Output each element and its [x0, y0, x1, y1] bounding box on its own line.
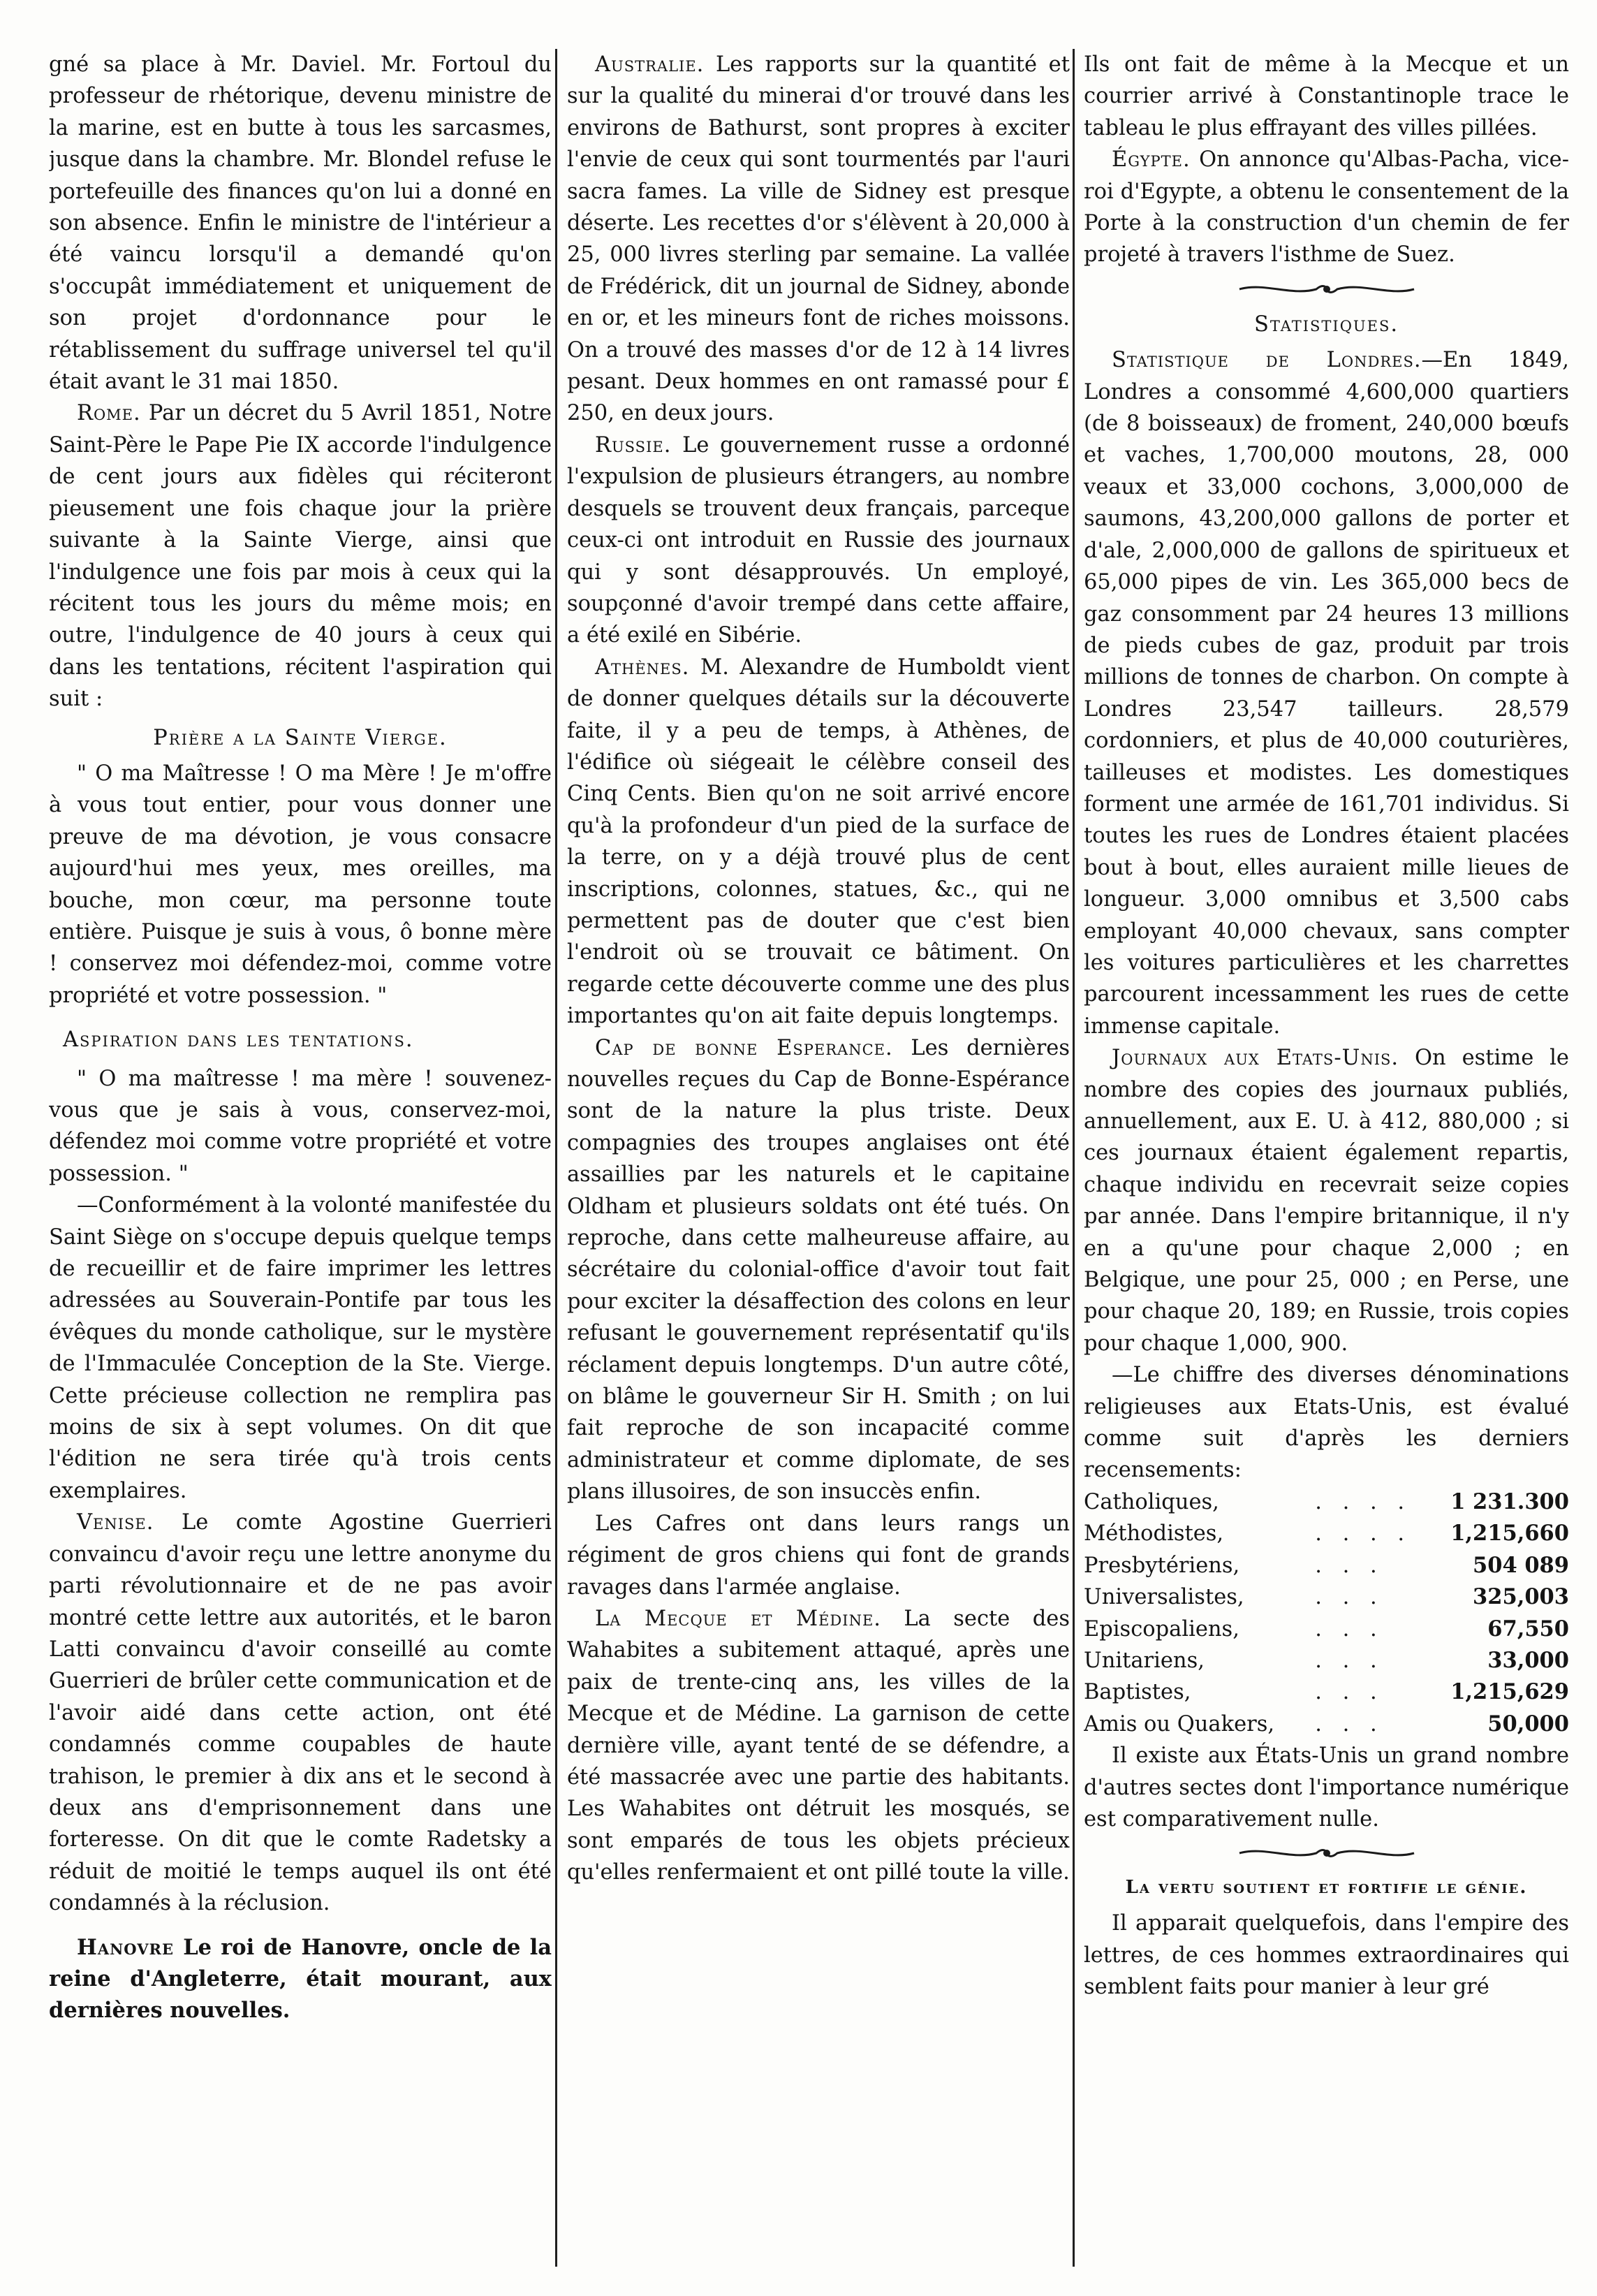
article-cap-text: Les dernières nouvelles reçues du Cap de Bonne-Espérance sont de la nature la plus triste. Deux compagnies des troupes anglaises ont été assaillies par les naturels et le capitaine Oldham et plusieurs soldats ont été tués. On reproche, dans cette malheureuse affaire, au sécrétaire du colonial-office d'avoir tout fait pour exciter la désaffection des colons en leur refusant le gouvernement représentatif qu'ils réclament depuis longtemps. D'un autre côté, on blâme le gouverneur Sir H. Smith ; on lui fait reproche de son incapacité comme administrateur et comme diplomate, de ses plans illusoires, de son insuccès enfin. — [567, 1035, 1070, 1505]
aspiration-text: " O ma maîtresse ! ma mère ! souvenez-vous que je sais à vous, conservez-moi, défendez moi comme votre propriété et votre possession. " — [49, 1066, 552, 1186]
article-rome-text: Par un décret du 5 Avril 1851, Notre Saint-Père le Pape Pie IX accorde l'indulgence de cent jours aux fidèles qui réciteront pieusement une fois chaque jour la prière suivante à la Sainte Vierge, ainsi que l'indulgence une fois par mois à ceux qui la récitent tous les jours du même mois; en outre, l'indulgence de 40 jours à ceux qui dans les tentations, récitent l'aspiration qui suit : — [49, 401, 552, 712]
denomination-value: 1,215,629 — [1450, 1679, 1569, 1705]
article-londres-lead: Statistique de Londres. — [1112, 348, 1422, 373]
article-rome — [49, 397, 552, 715]
leader-dots: . . . — [1315, 1648, 1384, 1673]
leader-dots: . . . — [1315, 1616, 1384, 1641]
table-row — [1084, 1581, 1569, 1613]
denomination-value: 504 089 — [1473, 1552, 1569, 1578]
article-athenes-text: M. Alexandre de Humboldt vient de donner quelques détails sur la découverte faite, il y a peu de temps, à Athènes, de l'édifice où siégeait le célèbre conseil des Cinq Cents. Bien qu'on ne soit arrivé encore qu'à la profondeur d'un pied de la surface de la terre, on y a déjà trouvé plus de cent inscriptions, colonnes, statues, &c., qui ne permettent pas de douter que c'est bien l'endroit où se trouvait ce bâtiment. On regarde cette découverte comme une des plus importantes qu'on ait faite depuis longtemps. — [567, 655, 1070, 1029]
denomination-value: 1 231.300 — [1450, 1489, 1569, 1514]
article-existe: Il existe aux États-Unis un grand nombre d'autres sectes dont l'importance numérique est comparativement nulle. — [1084, 1743, 1569, 1831]
article-russie-lead: Russie. — [595, 432, 672, 458]
table-row — [1084, 1518, 1569, 1549]
priere-title: Prière a la Sainte Vierge. — [153, 725, 448, 750]
article-journaux-lead: Journaux aux Etats-Unis. — [1112, 1046, 1399, 1071]
article-londres — [1084, 344, 1569, 1042]
article-mecque-text: La secte des Wahabites a subitement attaqué, après une paix de trente-cinq ans, les villes de la Mecque et de Médine. La garnison de cette dernière ville, ayant tenté de se défendre, a été massacrée avec une partie des habitants. Les Wahabites ont détruit les mosqués, se sont emparés de tous les objets précieux qu'elles renfermaient et ont pillé toute la ville. — [567, 1606, 1070, 1885]
article-journaux-text: On estime le nombre des copies des journaux publiés, annuellement, aux E. U. à 412, 880,000 ; si ces journaux étaient également repartis, chaque individu en recevrait seize copies par année. Dans l'empire britannique, il n'y en a qu'une pour chaque 2,000 ; en Belgique, une pour 25, 000 ; en Perse, une pour chaque 20, 189; en Russie, trois copies pour chaque 1,000, 900. — [1084, 1046, 1569, 1356]
article-rome-lead: Rome. — [77, 401, 141, 426]
article-chiffre: —Le chiffre des diverses dénominations religieuses aux Etats-Unis, est évalué comme suit d'après les derniers recensements: — [1084, 1363, 1569, 1483]
denomination-value: 50,000 — [1487, 1711, 1569, 1736]
article-hanovre — [49, 1932, 552, 2027]
denomination-value: 1,215,660 — [1450, 1521, 1569, 1546]
denomination-name: Unitariens, — [1084, 1648, 1205, 1673]
ornament-flourish-icon — [1236, 1843, 1418, 1863]
aspiration-title: Aspiration dans les tentations. — [63, 1028, 414, 1053]
table-row — [1084, 1550, 1569, 1581]
article-russie — [567, 430, 1070, 652]
article-cap — [567, 1032, 1070, 1508]
article-athenes-lead: Athènes. — [595, 655, 690, 680]
article-cap-lead: Cap de bonne Esperance. — [595, 1035, 893, 1060]
article-hanovre-text: Le roi de Hanovre, oncle de la reine d'Angleterre, était mourant, aux dernières nouvelles. — [49, 1934, 552, 2024]
priere-text: " O ma Maîtresse ! O ma Mère ! Je m'offre à vous tout entier, pour vous donner une preuve de ma dévotion, je vous consacre aujourd'hui mes yeux, mes oreilles, ma bouche, mon cœur, ma personne toute entière. Puisque je suis à vous, ô bonne mère ! conservez moi défendez-moi, comme votre propriété et votre possession. " — [49, 761, 552, 1008]
denomination-name: Presbytériens, — [1084, 1553, 1240, 1578]
table-row — [1084, 1676, 1569, 1708]
article-cafres: Les Cafres ont dans leurs rangs un régiment de gros chiens qui font de grands ravages dans l'armée anglaise. — [567, 1511, 1070, 1600]
table-row — [1084, 1709, 1569, 1740]
vertu-title: La vertu soutient et fortifie le génie. — [1125, 1877, 1528, 1899]
article-egypte-text: On annonce qu'Albas-Pacha, vice-roi d'Egypte, a obtenu le consentement de la Porte à la construction d'un chemin de fer projeté à travers l'isthme de Suez. — [1084, 147, 1569, 268]
article-londres-text: —En 1849, Londres a consommé 4,600,000 quartiers (de 8 boisseaux) de froment, 240,000 bœufs et vaches, 1,700,000 moutons, 28, 000 veaux et 33,000 cochons, 3,000,000 de saumons, 43,200,000 gallons de porter et d'ale, 2,000,000 de gallons de spiritueux et 65,000 pipes de vin. Les 365,000 becs de gaz consomment par 24 heures 13 millions de pieds cubes de gaz, produit par trois millions de tonnes de charbon. On compte à Londres 23,547 tailleurs. 28,579 cordonniers, et plus de 40,000 couturières, tailleuses et modistes. Les domestiques forment une armée de 161,701 individus. Si toutes les rues de Londres étaient placées bout à bout, elles auraient mille lieues de longueur. 3,000 omnibus et 3,500 cabs employant 40,000 chevaux, sans compter les voitures particulières et les charrettes parcourent incessamment les rues de cette immense capitale. — [1084, 348, 1569, 1039]
article-venise — [49, 1507, 552, 1919]
article-russie-text: Le gouvernement russe a ordonné l'expulsion de plusieurs étrangers, au nombre desquels se trouvent deux français, parceque ceux-ci ont introduit en Russie des journaux qui y sont désapprouvés. Un employé, soupçonné d'avoir trempé dans cette affaire, a été exilé en Sibérie. — [567, 432, 1070, 648]
column-rule-right — [1073, 49, 1075, 2267]
article-venise-text: Le comte Agostine Guerrieri convaincu d'avoir reçu une lettre anonyme du parti révolutionnaire et de ne pas avoir montré cette lettre aux autorités, et le baron Latti convaincu d'avoir conseillé au comte Guerrieri de brûler cette communication et de l'avoir aidé dans cette action, ont été condamnés comme coupables de haute trahison, le premier à dix ans et le second à deux ans d'emprisonnement dans une forteresse. On dit que le comte Radetsky a réduit de moitié le temps auquel ils ont été condamnés à la réclusion. — [49, 1510, 552, 1916]
article-journaux — [1084, 1042, 1569, 1359]
leader-dots: . . . — [1315, 1585, 1384, 1610]
article-venise-lead: Venise. — [77, 1510, 154, 1535]
denomination-value: 67,550 — [1487, 1616, 1569, 1641]
column-3 — [1084, 49, 1569, 2270]
article-vertu: Il apparait quelquefois, dans l'empire des lettres, de ces hommes extraordinaires qui semblent faits pour manier à leur gré — [1084, 1911, 1569, 2000]
table-row — [1084, 1614, 1569, 1645]
denominations-table — [1084, 1486, 1569, 1740]
article-conformement: —Conformément à la volonté manifestée du Saint Siège on s'occupe depuis quelque temps de recueillir et de faire imprimer les lettres adressées au Souverain-Pontife par tous les évêques du monde catholique, sur le mystère de l'Immaculée Conception de la Ste. Vierge. Cette précieuse collection ne remplira pas moins de six à sept volumes. On dit que l'édition ne sera tirée qu'à trois cents exemplaires. — [49, 1193, 552, 1503]
denomination-name: Episcopaliens, — [1084, 1616, 1239, 1641]
article-australie — [567, 49, 1070, 430]
column-1 — [49, 49, 552, 2270]
leader-dots: . . . — [1315, 1711, 1384, 1736]
article-australie-lead: Australie. — [595, 52, 705, 77]
article-mecque — [567, 1603, 1070, 1889]
leader-dots: . . . . — [1315, 1521, 1412, 1546]
denomination-name: Amis ou Quakers, — [1084, 1711, 1275, 1736]
ornament-divider-2 — [1084, 1843, 1569, 1864]
statistiques-title: Statistiques. — [1253, 312, 1399, 337]
article-mecque-continued: Ils ont fait de même à la Mecque et un courrier arrivé à Constantinople trace le tableau le plus effrayant des villes pillées. — [1084, 52, 1569, 140]
table-row — [1084, 1645, 1569, 1676]
denomination-name: Universalistes, — [1084, 1585, 1244, 1610]
leader-dots: . . . . — [1315, 1489, 1412, 1514]
article-hanovre-lead: Hanovre — [77, 1934, 174, 1960]
leader-dots: . . . — [1315, 1680, 1384, 1705]
ornament-divider-1 — [1084, 279, 1569, 300]
ornament-flourish-icon — [1236, 279, 1418, 299]
article-mecque-lead: La Mecque et Médine. — [595, 1606, 881, 1631]
denomination-name: Méthodistes, — [1084, 1521, 1224, 1546]
leader-dots: . . . — [1315, 1553, 1384, 1578]
column-2 — [567, 49, 1070, 2270]
article-australie-text: Les rapports sur la quantité et sur la qualité du minerai d'or trouvé dans les environs de Bathurst, sont propres à exciter l'envie de ceux qui sont tourmentés par l'auri sacra fames. La ville de Sidney est presque déserte. Les recettes d'or s'élèvent à 20,000 à 25, 000 livres sterling par semaine. La vallée de Frédérick, dit un journal de Sidney, abonde en or, et les mineurs font de riches moissons. On a trouvé des masses d'or de 12 à 14 livres pesant. Deux hommes en ont ramassé pour £ 250, en deux jours. — [567, 52, 1070, 426]
article-paris-continued: gné sa place à Mr. Daviel. Mr. Fortoul du professeur de rhétorique, devenu ministre de la marine, est en butte à tous les sarcasmes, jusque dans la chambre. Mr. Blondel refuse le portefeuille des finances qu'on lui a donné en son absence. Enfin le ministre de l'intérieur a été vaincu lorsqu'il a demandé qu'on s'occupât immédiatement et uniquement de son projet d'ordonnance pour le rétablissement du suffrage universel tel qu'il était avant le 31 mai 1850. — [49, 52, 552, 395]
denomination-name: Baptistes, — [1084, 1680, 1191, 1705]
denomination-name: Catholiques, — [1084, 1489, 1219, 1514]
column-rule-left — [555, 49, 557, 2267]
article-egypte-lead: Égypte. — [1112, 147, 1191, 173]
article-egypte — [1084, 144, 1569, 271]
denomination-value: 325,003 — [1473, 1584, 1569, 1610]
table-row — [1084, 1486, 1569, 1518]
article-athenes — [567, 652, 1070, 1032]
denomination-value: 33,000 — [1487, 1647, 1569, 1673]
